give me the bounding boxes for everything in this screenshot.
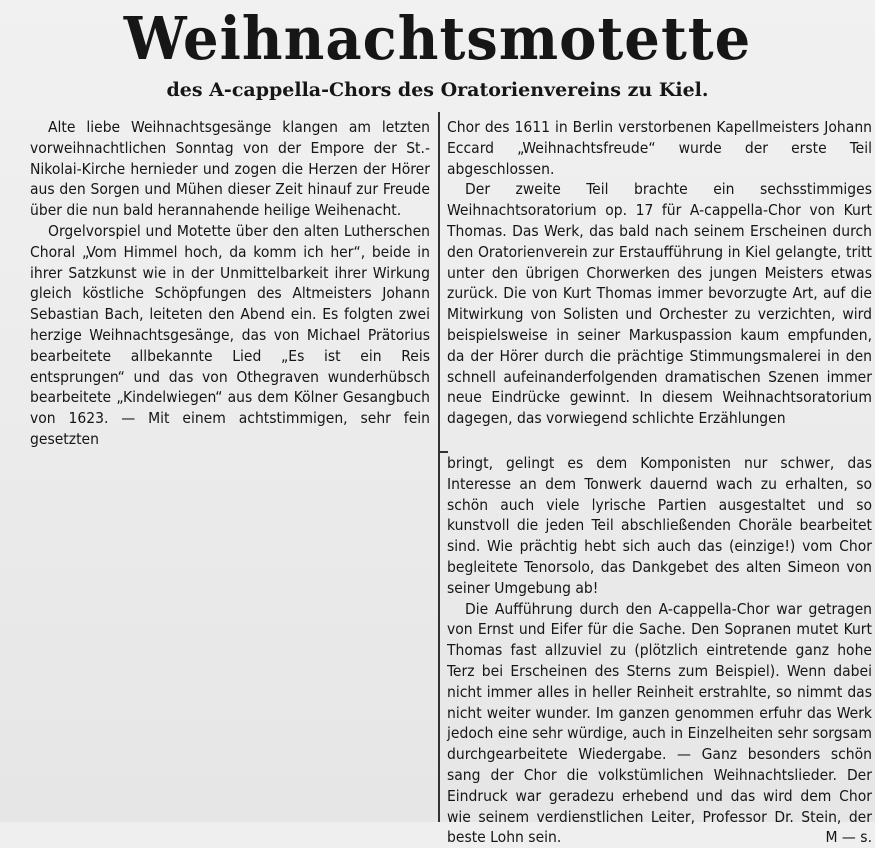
column-divider-upper: [438, 112, 440, 452]
paragraph: Alte liebe Weihnachtsgesänge klangen am letzten vorweihnachtlichen Sonntag von der Empore der St.-Nikolai-Kirche hernieder und zogen die Herzen der Hörer aus den Sorgen und Mühen dieser Zeit hinauf zur Freude über die nun bald herannahende heilige Weihenacht.: [30, 118, 430, 220]
paragraph: Orgelvorspiel und Motette über den alten Lutherschen Choral „Vom Himmel hoch, da komm ich her“, beide in ihrer Satzkunst wie in der Unmittelbarkeit ihrer Wirkung gleich köstliche Schöpfungen des Altmeisters Johann Sebastian Bach, leiteten den Abend ein. Es folgten zwei herzige Weihnachtsgesänge, das von Michael Prätorius bearbeitete allbekannte Lied „Es ist ein Reis entsprungen“ und das von Othegraven wunderhübsch bearbeitete „Kindelwiegen“ aus dem Kölner Gesangbuch von 1623. — Mit einem achtstimmigen, sehr fein gesetzten: [30, 221, 430, 448]
paragraph: Der zweite Teil brachte ein sechsstimmiges Weihnachtsoratorium op. 17 für A-cappella-Chor von Kurt Thomas. Das Werk, das bald nach seinem Erscheinen durch den Oratorienverein zur Erstaufführung in Kiel gelangte, tritt unter den übrigen Chorwerken des jungen Meisters etwas zurück. Die von Kurt Thomas immer bevorzugte Art, auf die Mitwirkung von Solisten und Orchester zu verzichten, wird beispielsweise in seiner Markuspassion kaum empfunden, da der Hörer durch die prächtige Stimmungsmalerei in den schnell aufeinanderfolgenden dramatischen Szenen immer neue Eindrücke gewinnt. In diesem Weihnachtsoratorium dagegen, das vorwiegend schlichte Erzählungen: [447, 180, 872, 428]
column-divider-lower: [438, 451, 440, 822]
right-column-top: [447, 117, 872, 429]
paragraph: bringt, gelingt es dem Komponisten nur schwer, das Interesse an dem Tonwerk dauernd wach zu erhalten, so schön auch viele lyrische Partien ausgestaltet und so kunstvoll die jeden Teil abschließenden Choräle bearbeitet sind. Wie prächtig hebt sich auch das (einzige!) vom Chor begleitete Tenorsolo, das Dankgebet des alten Simeon von seiner Umgebung ab!: [447, 454, 872, 597]
paragraph: Die Aufführung durch den A-cappella-Chor war getragen von Ernst und Eifer für die Sache. Den Sopranen mutet Kurt Thomas fast allzuviel zu (plötzlich eintretende ganz hohe Terz bei Erscheinen des Sterns zum Beispiel). Wenn dabei nicht immer alles in heller Reinheit erstrahlte, so nimmt das nicht weiter wunder. Im ganzen genommen erfuhr das Werk jedoch eine sehr würdige, auch in Einzelheiten sehr sorgsam durchgearbeitete Wiedergabe. — Ganz besonders schön sang der Chor die volkstümlichen Weihnachtslieder. Der Eindruck war geradezu erhebend und das wird dem Chor wie seinem verdienstlichen Leiter, Professor Dr. Stein, der beste Lohn sein.: [447, 599, 872, 847]
subheadline: des A-cappella-Chors des Oratorienvereins zu Kiel.: [166, 79, 709, 101]
left-column: [30, 117, 430, 450]
right-column-bottom: [447, 453, 872, 848]
author-signature: M — s.: [825, 828, 872, 847]
headline: Weihnachtsmotette: [123, 4, 752, 74]
paragraph: Chor des 1611 in Berlin verstorbenen Kapellmeisters Johann Eccard „Weihnachtsfreude“ wurde der erste Teil abgeschlossen.: [447, 118, 872, 178]
